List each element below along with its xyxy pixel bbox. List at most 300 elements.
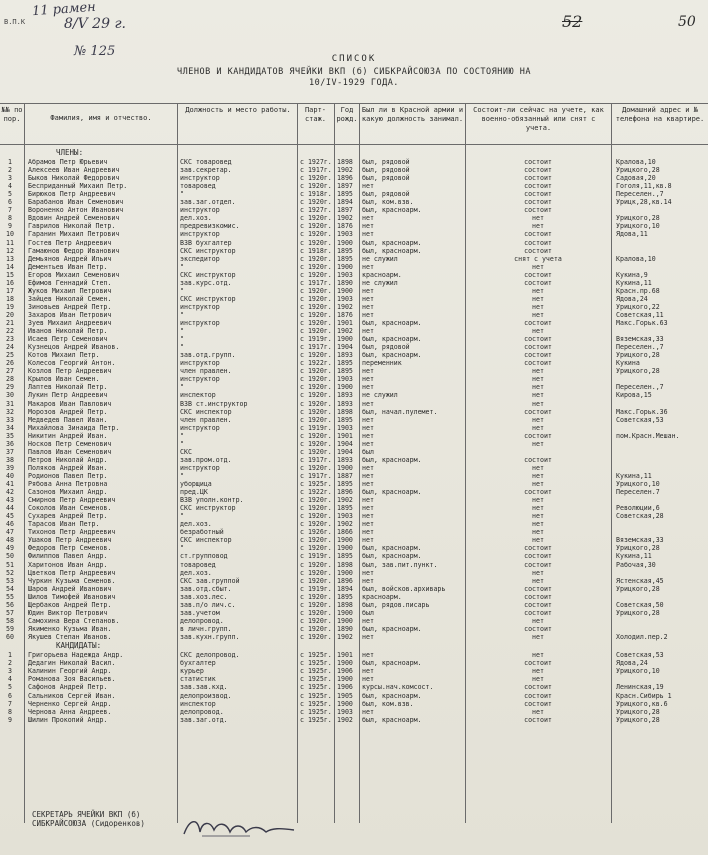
row-number: 1 [8,158,12,166]
row-position: инструктор [180,463,220,472]
row-birth-year: 1900 [337,659,353,668]
row-army-service: нет [362,399,374,408]
row-party-since: с 1920г. [300,270,332,279]
row-address: Революции,6 [616,504,660,513]
row-name: Романова Зоя Васильев. [28,675,116,684]
row-position: уборщица [180,480,212,488]
row-position: в личн.групп. [180,624,232,633]
row-name: Бирюков Петр Андреевич [28,190,116,199]
handwritten-date: 8/V 29 г. [64,16,126,32]
row-position: СКС инспектор [180,536,232,545]
row-position: СКС инструктор [180,504,236,513]
row-name: Сухарев Андрей Петр. [28,512,108,521]
row-military-status: нет [532,310,544,319]
row-position: зав.заг.отд. [180,715,228,724]
row-army-service: нет [362,707,374,716]
row-number: 37 [6,447,14,456]
row-number: 4 [8,675,12,684]
row-number: 9 [8,222,12,231]
table-row [0,683,708,691]
row-birth-year: 1903 [337,423,353,432]
row-address: Макс.Горьк.36 [616,407,668,416]
row-position: статистик [180,675,216,684]
row-military-status: состоит [524,407,552,416]
row-number: 47 [6,528,14,537]
row-military-status: состоит [524,488,552,497]
row-name: Калинин Георгий Андр. [28,667,112,676]
row-birth-year: 1900 [337,238,353,247]
row-name: Чуркин Кузьма Семенов. [28,576,116,585]
row-address: Урицкого,кв.6 [616,699,668,708]
row-military-status: состоит [524,715,552,724]
row-military-status: состоит [524,659,552,668]
row-army-service: был, красноарм. [362,624,422,633]
table-row [0,400,708,408]
table-row [0,472,708,480]
row-name: Цветков Петр Андреевич [28,568,116,577]
table-row [0,271,708,279]
row-position: зав.пром.отд. [180,455,232,464]
row-name: Соколов Иван Семенов. [28,504,112,513]
row-military-status: состоит [524,455,552,464]
row-number: 30 [6,391,14,400]
table-row [0,659,708,667]
row-position: ст.групповод [180,552,228,561]
row-military-status: состоит [524,683,552,692]
row-birth-year: 1903 [337,512,353,521]
row-address: Холодил.пер.2 [616,632,668,641]
row-position: делопровод. [180,707,224,716]
signature-org: СИБКРАЙСОЮЗА (Сидоренков) [32,819,145,828]
row-name: Крылов Иван Семен. [28,375,100,384]
row-number: 20 [6,310,14,319]
row-army-service: нет [362,520,374,529]
row-military-status: состоит [524,190,552,199]
row-position: делопроизвод. [180,691,232,700]
row-army-service: был, рядовой [362,343,410,352]
table-row [0,480,708,488]
row-number: 2 [8,659,12,668]
row-birth-year: 1900 [337,568,353,577]
row-number: 14 [6,262,14,271]
row-address: Ядова,11 [616,230,648,239]
row-number: 56 [6,600,14,609]
row-number: 48 [6,536,14,545]
row-party-since: с 1920г. [300,222,332,231]
row-name: Зиновьев Андрей Петр. [28,302,112,311]
row-party-since: с 1920г. [300,319,332,327]
row-name: Дедагин Николай Васил. [28,659,116,668]
row-address: Советская,50 [616,600,664,609]
row-name: Якименко Кузьма Иван. [28,624,112,633]
row-birth-year: 1895 [337,246,353,255]
row-number: 1 [8,651,12,659]
row-army-service: был, рядовой [362,190,410,199]
row-position: СКС инструктор [180,270,236,279]
page-number: 50 [678,14,696,30]
table-row [0,351,708,359]
row-army-service: был, красноарм. [362,238,422,247]
table-row [0,391,708,399]
row-number: 46 [6,520,14,529]
row-position: инструктор [180,174,220,183]
row-address: Ястенская,45 [616,576,664,585]
row-army-service: красноарм. [362,592,402,601]
row-army-service: нет [362,439,374,448]
row-army-service: нет [362,423,374,432]
row-party-since: с 1920г. [300,174,332,183]
row-number: 55 [6,592,14,601]
row-number: 2 [8,166,12,175]
row-party-since: с 1920г. [300,568,332,577]
table-row [0,383,708,391]
row-military-status: нет [532,286,544,295]
row-position: товаровед [180,560,216,569]
row-military-status: состоит [524,560,552,569]
row-military-status: состоит [524,592,552,601]
row-position: " [180,262,184,271]
row-army-service: нет [362,504,374,513]
row-army-service: был, красноарм. [362,552,422,561]
row-birth-year: 1895 [337,359,353,368]
row-number: 6 [8,198,12,207]
row-military-status: нет [532,568,544,577]
table-row [0,190,708,198]
row-army-service: нет [362,528,374,537]
row-address: Макс.Горьк.63 [616,319,668,327]
row-name: Тарасов Иван Петр. [28,520,100,529]
row-number: 7 [8,206,12,215]
row-army-service: был, красноарм. [362,335,422,344]
row-number: 44 [6,504,14,513]
row-army-service: был, ком.взв. [362,198,414,207]
row-address: Ядова,24 [616,294,648,303]
row-party-since: с 1925г. [300,659,332,668]
table-row [0,182,708,190]
row-party-since: с 1919г. [300,552,332,561]
row-birth-year: 1904 [337,447,353,456]
row-party-since: с 1920г. [300,262,332,271]
row-name: Шилов Тимофей Иванович [28,592,116,601]
row-party-since: с 1920г. [300,600,332,609]
row-number: 21 [6,319,14,327]
row-army-service: нет [362,310,374,319]
row-party-since: с 1920г. [300,407,332,416]
row-number: 5 [8,683,12,692]
row-number: 28 [6,375,14,384]
row-birth-year: 1900 [337,335,353,344]
row-birth-year: 1906 [337,683,353,692]
row-party-since: с 1920г. [300,544,332,553]
row-address: Кралова,10 [616,158,656,166]
section-members: ЧЛЕНЫ: [56,148,84,157]
row-name: Козлов Петр Андреевич [28,367,112,376]
row-party-since: с 1920г. [300,624,332,633]
row-position: делопровод. [180,616,224,625]
row-number: 6 [8,691,12,700]
row-party-since: с 1920г. [300,576,332,585]
row-army-service: не служил [362,254,398,263]
row-army-service: был, красноарм. [362,206,422,215]
row-birth-year: 1900 [337,536,353,545]
table-row [0,609,708,617]
row-name: Бесприданный Михаил Петр. [28,182,128,191]
row-military-status: нет [532,536,544,545]
row-military-status: нет [532,214,544,223]
row-name: Жуков Михаил Петрович [28,286,112,295]
row-military-status: нет [532,675,544,684]
row-birth-year: 1895 [337,552,353,561]
table-row [0,692,708,700]
table-row [0,675,708,683]
row-party-since: с 1920г. [300,230,332,239]
row-number: 32 [6,407,14,416]
row-address: Урицкого,28 [616,584,660,593]
row-party-since: с 1920г. [300,608,332,617]
row-name: Самохина Вера Степанов. [28,616,120,625]
row-name: Чернова Анна Андреев. [28,707,112,716]
row-name: Котов Михаил Петр. [28,351,100,360]
row-army-service: был, зав.пит.пункт. [362,560,438,569]
row-party-since: с 1920г. [300,375,332,384]
row-birth-year: 1893 [337,391,353,400]
row-address: Урицкого,28 [616,367,660,376]
table-row [0,239,708,247]
row-address: Ленинская,19 [616,683,664,692]
row-party-since: с 1918г. [300,190,332,199]
header-address: Домашний адрес и № телефона на квартире. [615,106,705,123]
row-position: бухгалтер [180,659,216,668]
row-number: 24 [6,343,14,352]
row-birth-year: 1893 [337,455,353,464]
table-row [0,343,708,351]
row-party-since: с 1925г. [300,715,332,724]
table-row [0,512,708,520]
header-num: №№ по пор. [1,106,23,123]
row-army-service: нет [362,471,374,480]
row-army-service: нет [362,496,374,505]
table-row [0,625,708,633]
row-name: Зуев Михаил Андреевич [28,319,112,327]
row-military-status: нет [532,439,544,448]
row-army-service: нет [362,222,374,231]
table-row [0,408,708,416]
row-army-service: нет [362,262,374,271]
row-birth-year: 1903 [337,707,353,716]
row-army-service: нет [362,632,374,641]
row-name: Сафонов Андрей Петр. [28,683,108,692]
header-position: Должность и место работы. [185,106,291,114]
row-name: Макаров Иван Павлович [28,399,112,408]
table-row [0,651,708,659]
row-party-since: с 1920г. [300,238,332,247]
row-military-status: снят с учета [514,254,562,263]
row-number: 40 [6,471,14,480]
row-number: 10 [6,230,14,239]
row-military-status: нет [532,423,544,432]
row-number: 41 [6,480,14,488]
row-position: дел.хоз. [180,520,212,529]
row-address: Кралова,10 [616,254,656,263]
row-army-service: переменник [362,359,402,368]
row-birth-year: 1903 [337,294,353,303]
row-birth-year: 1898 [337,560,353,569]
table-row [0,359,708,367]
header-party: Парт-стаж. [304,106,327,123]
row-name: Алексеев Иван Андреевич [28,166,120,175]
row-name: Морозов Андрей Петр. [28,407,108,416]
row-military-status: нет [532,391,544,400]
header-past: Был ли в Красной армии и какую должность занимал. [361,106,464,123]
row-party-since: с 1917г. [300,343,332,352]
row-birth-year: 1894 [337,584,353,593]
table-row [0,504,708,512]
row-address: Переселен.,7 [616,343,664,352]
row-name: Павлов Иван Семенович [28,447,112,456]
row-military-status: нет [532,707,544,716]
row-party-since: с 1920г. [300,351,332,360]
row-address: Вяземская,33 [616,536,664,545]
row-number: 13 [6,254,14,263]
row-army-service: был [362,447,374,456]
row-military-status: нет [532,512,544,521]
row-party-since: с 1920г. [300,431,332,440]
row-address: Кирова,15 [616,391,652,400]
row-birth-year: 1900 [337,463,353,472]
row-position: зав.кухн.групп. [180,632,240,641]
table-row [0,488,708,496]
row-army-service: был, красноарм. [362,715,422,724]
row-address: Советская,28 [616,512,664,521]
row-military-status: нет [532,262,544,271]
row-name: Медведев Павел Иван. [28,415,108,424]
row-number: 59 [6,624,14,633]
row-name: Родионов Павел Петр. [28,471,108,480]
row-birth-year: 1893 [337,399,353,408]
header-year: Год рожд. [336,106,358,123]
table-row [0,319,708,327]
row-position: СКС зав.группой [180,576,240,585]
row-birth-year: 1900 [337,262,353,271]
row-name: Филиппов Павел Андр. [28,552,108,561]
row-military-status: нет [532,667,544,676]
row-position: инспектор [180,391,216,400]
row-address: Кукина,11 [616,552,652,561]
row-birth-year: 1876 [337,222,353,231]
row-address: Урицкого,28 [616,351,660,360]
row-military-status: нет [532,632,544,641]
row-position: " [180,512,184,521]
table-row [0,448,708,456]
row-army-service: был, красноарм. [362,544,422,553]
table-row [0,528,708,536]
row-military-status: нет [532,302,544,311]
row-number: 51 [6,560,14,569]
row-position: зав.заг.отдел. [180,198,236,207]
row-army-service: был, красноарм. [362,455,422,464]
row-name: Барабанов Иван Семенович [28,198,124,207]
table-row [0,536,708,544]
row-position: СКС инспектор [180,407,232,416]
row-military-status: нет [532,528,544,537]
row-army-service: нет [362,294,374,303]
row-position: зав.учетом [180,608,220,617]
row-birth-year: 1895 [337,254,353,263]
row-party-since: с 1920г. [300,286,332,295]
row-military-status: состоит [524,230,552,239]
row-position: СКС [180,447,192,456]
table-row [0,263,708,271]
table-row [0,667,708,675]
row-army-service: нет [362,367,374,376]
row-party-since: с 1920г. [300,310,332,319]
row-party-since: с 1920г. [300,632,332,641]
table-row [0,424,708,432]
row-position: " [180,343,184,352]
row-name: Егоров Михаил Семенович [28,270,120,279]
signature-caption [32,810,145,828]
row-party-since: с 1920г. [300,391,332,400]
table-row [0,416,708,424]
row-number: 35 [6,431,14,440]
row-address: Урицкого,10 [616,667,660,676]
row-birth-year: 1905 [337,691,353,700]
row-position: инструктор [180,319,220,327]
row-birth-year: 1900 [337,608,353,617]
row-number: 8 [8,707,12,716]
table-row [0,295,708,303]
row-birth-year: 1876 [337,310,353,319]
row-party-since: с 1920г. [300,182,332,191]
row-address: Урицкого,10 [616,222,660,231]
row-military-status: состоит [524,359,552,368]
row-party-since: с 1920г. [300,415,332,424]
row-birth-year: 1897 [337,206,353,215]
row-military-status: нет [532,576,544,585]
table-row [0,214,708,222]
row-position: пред.ЦК [180,488,208,497]
row-party-since: с 1925г. [300,667,332,676]
row-party-since: с 1917г. [300,278,332,287]
row-army-service: был, красноарм. [362,691,422,700]
row-military-status: нет [532,471,544,480]
row-party-since: с 1917г. [300,471,332,480]
row-address: Урицк,28,кв.14 [616,198,672,207]
row-address: Кукина,9 [616,270,648,279]
row-number: 45 [6,512,14,521]
row-party-since: с 1919г. [300,423,332,432]
row-number: 60 [6,632,14,641]
row-military-status: состоит [524,600,552,609]
header-name: Фамилия, имя и отчество. [50,114,152,122]
row-name: Гаврилов Николай Петр. [28,222,116,231]
row-military-status: состоит [524,198,552,207]
table-row [0,708,708,716]
table-row [0,561,708,569]
row-party-since: с 1925г. [300,707,332,716]
row-number: 54 [6,584,14,593]
row-address: Красн.Сибирь 1 [616,691,672,700]
table-row [0,166,708,174]
row-name: Ефимов Геннадий Степ. [28,278,112,287]
row-number: 33 [6,415,14,424]
row-position: инструктор [180,423,220,432]
row-name: Щербаков Андрей Петр. [28,600,112,609]
row-address: Кукина [616,359,640,368]
row-birth-year: 1895 [337,415,353,424]
row-address: Кукина,11 [616,471,652,480]
row-address: Переселен.,7 [616,383,664,392]
